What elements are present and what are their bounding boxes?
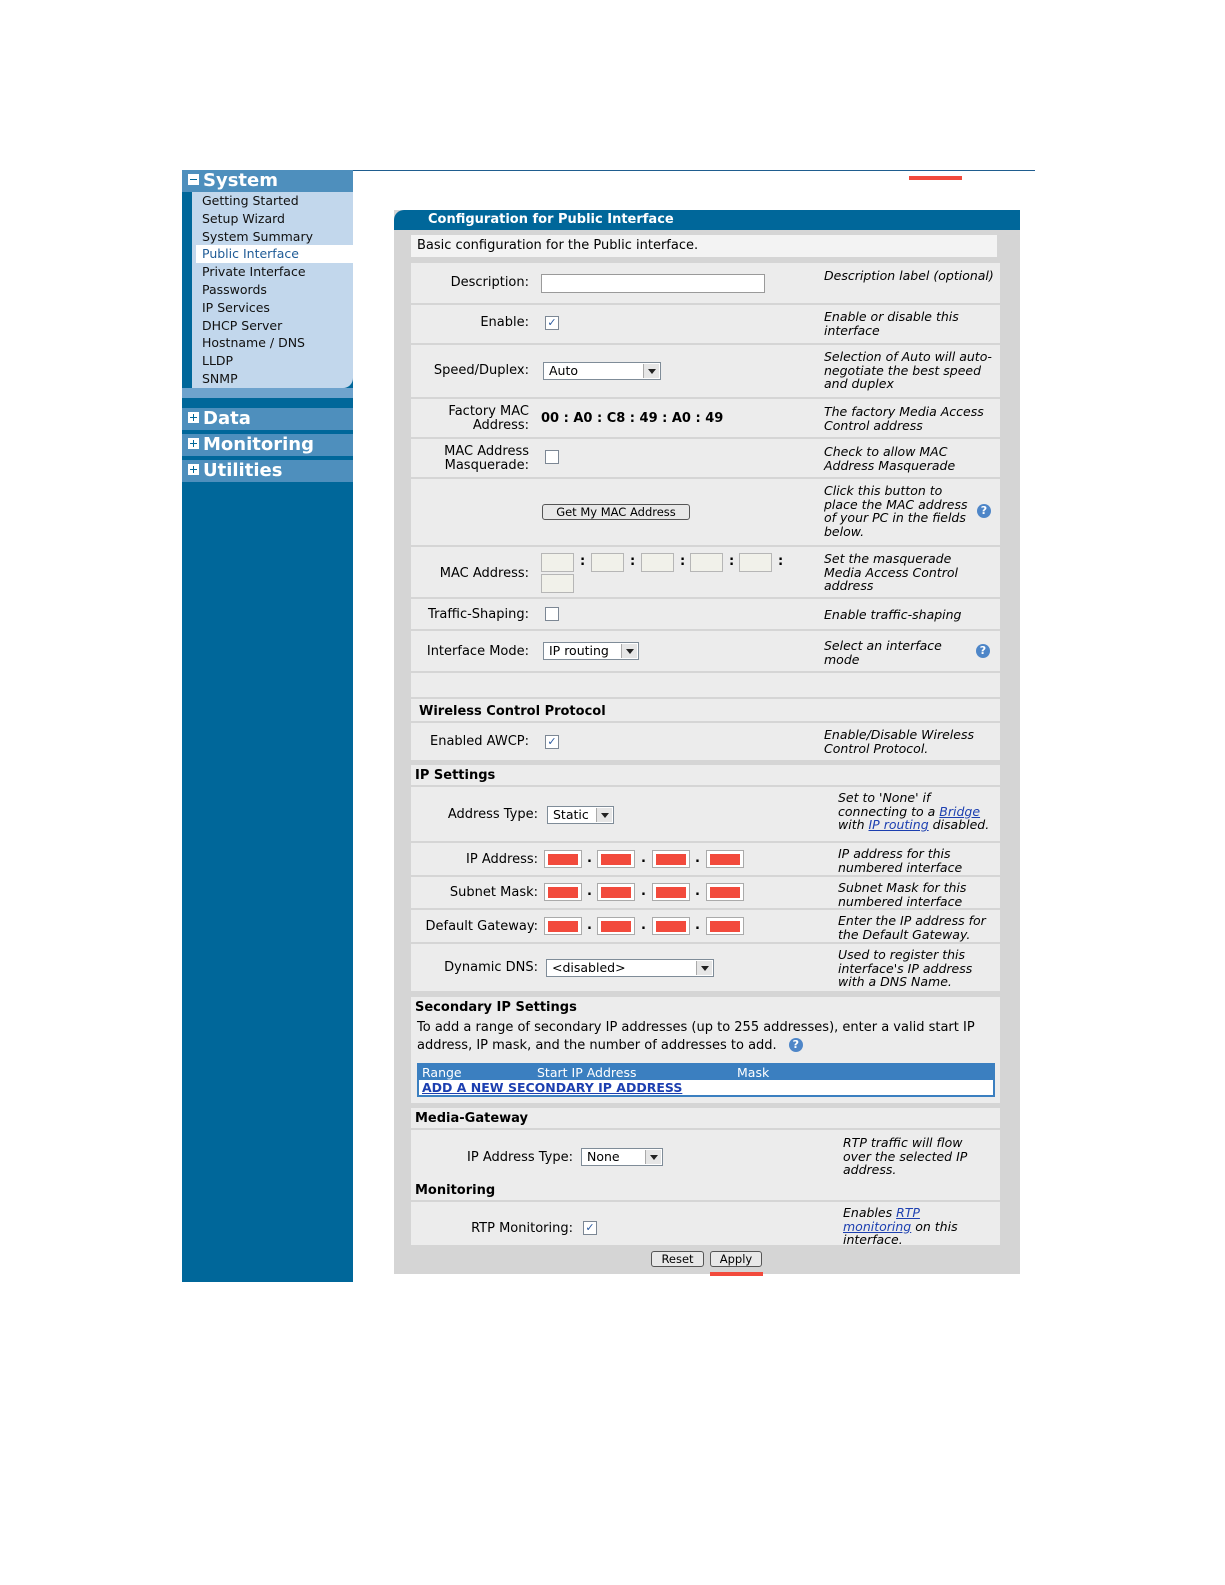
rtp-row (411, 1200, 1000, 1245)
sidebar-item-ip-services[interactable]: IP Services (202, 299, 270, 315)
mac-octet-2[interactable] (591, 553, 624, 572)
interface-mode-label: Interface Mode: (426, 644, 529, 659)
help-text: Enables (843, 1205, 897, 1220)
address-type-label: Address Type: (447, 807, 538, 822)
octet-separator: . (587, 851, 592, 866)
address-type-select[interactable] (547, 806, 614, 824)
gateway-help: Enter the IP address for the Default Gateway. (838, 913, 986, 942)
subnet-help: Subnet Mask for this numbered interface (838, 880, 967, 909)
octet-separator: . (587, 918, 592, 933)
chevron-down-icon[interactable] (696, 961, 712, 975)
config-panel (394, 210, 1020, 1274)
media-gateway-heading: Media-Gateway (415, 1111, 529, 1126)
section-title: Monitoring (203, 434, 314, 455)
rtp-help (843, 1206, 973, 1247)
subnet-octet-3[interactable] (652, 883, 690, 901)
gateway-octet-1[interactable] (544, 917, 582, 935)
help-text: with (838, 817, 869, 832)
ip-address-row (411, 841, 1000, 875)
interface-mode-value: IP routing (549, 643, 609, 658)
awcp-checkbox[interactable]: ✓ (545, 735, 559, 749)
enable-label: Enable: (480, 315, 529, 330)
sidebar-section-system[interactable] (182, 170, 353, 192)
ddns-select[interactable] (546, 959, 714, 977)
ddns-value: <disabled> (552, 960, 626, 975)
ip-octet-3[interactable] (652, 850, 690, 868)
mac-masquerade-checkbox[interactable] (545, 450, 559, 464)
question-icon[interactable]: ? (976, 644, 990, 658)
mac-address-label: MAC Address: (439, 566, 529, 581)
ip-octet-4[interactable] (706, 850, 744, 868)
octet-separator: . (695, 918, 700, 933)
enable-row (411, 303, 1000, 343)
rtp-label: RTP Monitoring: (471, 1221, 573, 1236)
speed-help: Selection of Auto will auto-negotiate the best speed and duplex (824, 349, 992, 391)
awcp-label: Enabled AWCP: (430, 734, 529, 749)
annotation-mark (710, 1272, 763, 1276)
interface-mode-help: Select an interface mode (824, 638, 942, 667)
chevron-down-icon[interactable] (596, 808, 612, 822)
factory-mac-help: The factory Media Access Control address (824, 404, 984, 433)
section-title: System (203, 170, 278, 191)
sidebar-section-utilities[interactable] (182, 460, 353, 482)
system-menu (192, 192, 353, 388)
chevron-down-icon[interactable] (643, 364, 659, 378)
mac-address-help: Set the masquerade Media Access Control address (824, 551, 958, 593)
factory-mac-label-line2: Address: (472, 418, 529, 433)
mac-octet-6[interactable] (541, 574, 574, 593)
gateway-row (411, 908, 1000, 942)
ip-octet-1[interactable] (544, 850, 582, 868)
wcp-heading-row (411, 697, 1000, 721)
column-range: Range (422, 1065, 462, 1080)
mac-octet-3[interactable] (641, 553, 674, 572)
panel-subtitle: Basic configuration for the Public interface. (411, 235, 997, 257)
sidebar-item-dhcp-server[interactable]: DHCP Server (202, 317, 283, 333)
address-type-help (838, 791, 998, 832)
question-icon[interactable]: ? (789, 1038, 803, 1052)
gateway-octet-4[interactable] (706, 917, 744, 935)
expand-icon[interactable] (188, 412, 199, 423)
subnet-octet-2[interactable] (597, 883, 635, 901)
sidebar (182, 170, 353, 1282)
annotation-mark (909, 176, 962, 180)
secondary-text-wrap (417, 1019, 997, 1055)
speed-value: Auto (549, 363, 579, 378)
media-type-label: IP Address Type: (467, 1150, 573, 1165)
basic-settings (411, 263, 1000, 760)
gateway-label: Default Gateway: (425, 919, 538, 934)
mac-masquerade-row (411, 437, 1000, 477)
mac-address-row (411, 545, 1000, 597)
help-text: disabled. (928, 817, 990, 832)
octet-separator: . (641, 884, 646, 899)
sidebar-item-setup-wizard[interactable]: Setup Wizard (202, 210, 285, 226)
ip-address-help: IP address for this numbered interface (838, 846, 963, 875)
media-type-help: RTP traffic will flow over the selected IP address. (843, 1135, 968, 1177)
ip-settings (411, 765, 1000, 991)
awcp-row (411, 721, 1000, 760)
bridge-link[interactable]: Bridge (939, 803, 981, 819)
mac-separator: : (580, 554, 586, 569)
secondary-text: To add a range of secondary IP addresses (up to 255 addresses), enter a valid start IP address, IP mask, and the number of addresses to add. (417, 1020, 975, 1053)
sidebar-item-lldp[interactable]: LLDP (202, 353, 234, 369)
traffic-shaping-label: Traffic-Shaping: (428, 607, 529, 622)
octet-separator: . (641, 918, 646, 933)
rtp-checkbox[interactable]: ✓ (583, 1221, 597, 1235)
ip-routing-link[interactable]: IP routing (868, 817, 929, 832)
octet-separator: . (587, 884, 592, 899)
chevron-down-icon[interactable] (621, 644, 637, 658)
speed-row (411, 343, 1000, 397)
address-type-value: Static (553, 807, 589, 822)
traffic-shaping-checkbox[interactable] (545, 607, 559, 621)
mac-separator: : (729, 554, 735, 569)
ip-address-label: IP Address: (466, 852, 538, 867)
sidebar-item-passwords[interactable]: Passwords (202, 281, 267, 297)
collapse-icon[interactable] (188, 174, 199, 185)
speed-select[interactable] (543, 362, 661, 380)
expand-icon[interactable] (188, 438, 199, 449)
get-mac-help: Click this button to place the MAC address of your PC in the fields below. (824, 483, 968, 539)
secondary-ip-table (417, 1063, 995, 1097)
header-divider (353, 170, 1035, 171)
menu-footer (182, 388, 353, 398)
sidebar-section-data[interactable] (182, 408, 353, 430)
media-type-value: None (587, 1149, 620, 1164)
mac-masquerade-label-line2: Masquerade: (444, 458, 529, 473)
gateway-octet-2[interactable] (597, 917, 635, 935)
traffic-shaping-help: Enable traffic-shaping (824, 607, 962, 622)
description-help: Description label (optional) (824, 268, 994, 283)
reset-button[interactable]: Reset (651, 1251, 704, 1267)
section-title: Data (203, 408, 251, 429)
get-mac-row (411, 477, 1000, 545)
mac-separator: : (680, 554, 686, 569)
ip-settings-heading: IP Settings (415, 768, 496, 783)
mac-masquerade-label-line1: MAC Address (444, 444, 529, 459)
enable-help: Enable or disable this interface (824, 309, 959, 338)
expand-icon[interactable] (188, 464, 199, 475)
ip-octet-2[interactable] (597, 850, 635, 868)
gateway-octet-3[interactable] (652, 917, 690, 935)
mac-octet-1[interactable] (541, 553, 574, 572)
address-type-row (411, 785, 1000, 841)
description-input[interactable] (541, 274, 765, 293)
sidebar-item-private-interface[interactable]: Private Interface (202, 264, 306, 280)
ddns-row (411, 942, 1000, 991)
sidebar-item-snmp[interactable]: SNMP (202, 370, 238, 386)
octet-separator: . (695, 884, 700, 899)
description-label: Description: (450, 275, 529, 290)
panel-title: Configuration for Public Interface (394, 210, 1020, 230)
mac-masquerade-label (411, 445, 529, 473)
help-text: Set to 'None' if connecting to a (838, 790, 940, 819)
secondary-ip-settings (411, 997, 1000, 1103)
subnet-label: Subnet Mask: (449, 885, 538, 900)
column-start-ip: Start IP Address (537, 1065, 637, 1080)
monitoring-settings (411, 1180, 1000, 1245)
sidebar-item-system-summary[interactable]: System Summary (202, 228, 313, 244)
interface-mode-row (411, 629, 1000, 671)
ddns-help: Used to register this interface's IP address with a DNS Name. (838, 947, 973, 989)
octet-separator: . (695, 851, 700, 866)
sidebar-item-hostname-dns[interactable]: Hostname / DNS (202, 335, 305, 351)
add-secondary-ip-link[interactable]: ADD A NEW SECONDARY IP ADDRESS (422, 1080, 683, 1095)
media-gateway (411, 1108, 1000, 1184)
traffic-shaping-row (411, 597, 1000, 629)
subnet-octet-1[interactable] (544, 883, 582, 901)
sidebar-item-getting-started[interactable]: Getting Started (202, 193, 299, 208)
rtp-monitoring-link[interactable]: RTP monitoring (843, 1205, 920, 1234)
mac-masquerade-help: Check to allow MAC Address Masquerade (824, 444, 956, 473)
enable-checkbox[interactable]: ✓ (545, 316, 559, 330)
factory-mac-label-line1: Factory MAC (448, 404, 529, 419)
mac-octet-4[interactable] (690, 553, 723, 572)
factory-mac-row (411, 397, 1000, 437)
subnet-row (411, 875, 1000, 908)
section-title: Utilities (203, 460, 283, 481)
factory-mac-label (411, 405, 529, 433)
mac-separator: : (630, 554, 636, 569)
media-type-row (411, 1128, 1000, 1184)
get-my-mac-button[interactable]: Get My MAC Address (542, 504, 690, 520)
mac-octet-5[interactable] (739, 553, 772, 572)
monitoring-heading: Monitoring (415, 1183, 496, 1198)
speed-label: Speed/Duplex: (433, 363, 529, 378)
question-icon[interactable]: ? (977, 504, 991, 518)
apply-button[interactable]: Apply (710, 1251, 762, 1267)
media-type-select[interactable] (581, 1148, 663, 1166)
octet-separator: . (641, 851, 646, 866)
wcp-heading: Wireless Control Protocol (419, 704, 606, 719)
secondary-heading: Secondary IP Settings (415, 1000, 577, 1015)
factory-mac-value: 00 : A0 : C8 : 49 : A0 : 49 (541, 411, 724, 426)
help-text: on this interface. (843, 1218, 958, 1247)
subnet-octet-4[interactable] (706, 883, 744, 901)
description-row (411, 263, 1000, 303)
spacer-row (411, 671, 1000, 697)
table-header (419, 1065, 993, 1080)
mac-separator: : (778, 554, 784, 569)
column-mask: Mask (737, 1065, 770, 1080)
interface-mode-select[interactable] (543, 642, 639, 660)
awcp-help: Enable/Disable Wireless Control Protocol. (824, 727, 974, 756)
chevron-down-icon[interactable] (645, 1150, 661, 1164)
sidebar-section-monitoring[interactable] (182, 434, 353, 456)
ddns-label: Dynamic DNS: (444, 960, 538, 975)
sidebar-item-public-interface[interactable]: Public Interface (196, 245, 353, 263)
